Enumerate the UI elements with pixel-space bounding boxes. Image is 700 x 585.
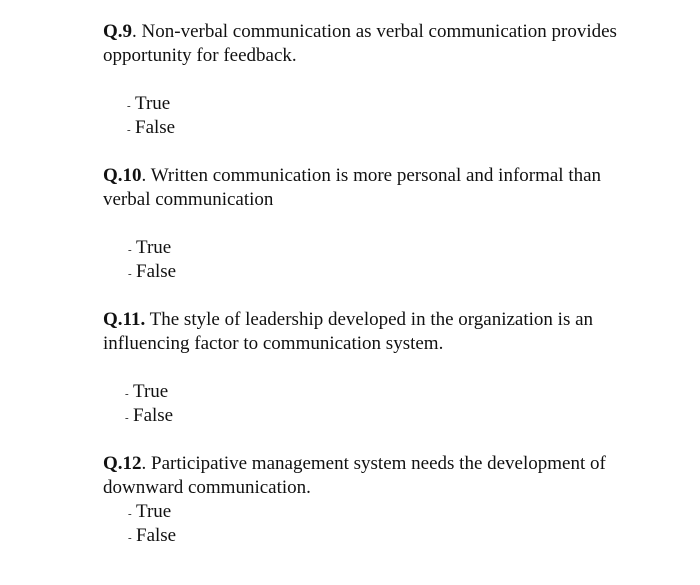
question-12: [103, 452, 623, 548]
dash-marker: -: [128, 508, 132, 520]
answer-options: [125, 380, 623, 428]
question-body: . Non-verbal communication as verbal communication provides opportunity for feedback.: [103, 21, 617, 66]
option-false[interactable]: [127, 116, 623, 140]
option-label: True: [133, 381, 169, 402]
question-text: [103, 20, 623, 68]
dash-marker: -: [128, 268, 132, 280]
question-number: Q.12: [103, 453, 142, 474]
option-true[interactable]: [128, 236, 623, 260]
option-true[interactable]: [127, 92, 623, 116]
option-false[interactable]: [125, 404, 623, 428]
option-false[interactable]: [128, 260, 623, 284]
question-number: Q.9: [103, 21, 133, 42]
option-true[interactable]: [125, 380, 623, 404]
question-text: [103, 308, 623, 356]
option-label: False: [136, 261, 177, 282]
dash-marker: -: [127, 124, 131, 136]
option-false[interactable]: [128, 524, 623, 548]
dash-marker: -: [128, 532, 132, 544]
question-number: Q.10: [103, 165, 142, 186]
dash-marker: -: [127, 100, 131, 112]
question-text: [103, 164, 623, 212]
option-label: True: [136, 501, 172, 522]
question-body: The style of leadership developed in the organization is an influencing factor to communication system.: [103, 309, 594, 354]
dash-marker: -: [125, 388, 129, 400]
answer-options: [128, 236, 623, 284]
question-10: [103, 164, 623, 284]
question-body: . Written communication is more personal and informal than verbal communication: [103, 165, 602, 210]
option-label: False: [133, 405, 174, 426]
option-label: True: [135, 93, 171, 114]
dash-marker: -: [125, 412, 129, 424]
question-9: [103, 20, 623, 140]
option-label: True: [136, 237, 172, 258]
dash-marker: -: [128, 244, 132, 256]
question-body: . Participative management system needs the development of downward communication.: [103, 453, 606, 498]
option-true[interactable]: [128, 500, 623, 524]
answer-options: [127, 92, 623, 140]
option-label: False: [135, 117, 176, 138]
answer-options: [128, 500, 623, 548]
option-label: False: [136, 525, 177, 546]
question-11: [103, 308, 623, 428]
question-text: [103, 452, 623, 500]
question-number: Q.11.: [103, 309, 146, 330]
